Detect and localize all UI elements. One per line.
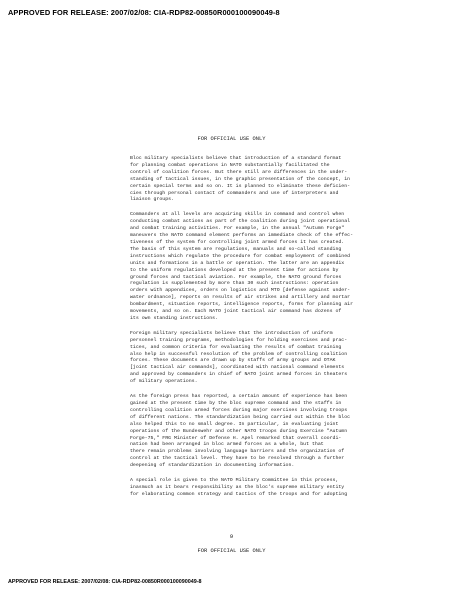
text-line: regulation is supplemented by more than 30 such instructions: operation [130,281,339,287]
text-line: control of coalition forces. But there still are differences in the under- [130,169,348,175]
text-line: maneuvers the NATO command element performs an immediate check of the effec- [130,233,354,239]
text-line: personnel training programs, methodologies for holding exercises and prac- [130,337,348,343]
text-line: A special role is given to the NATO Military Committee in this process, [130,478,339,484]
text-line: controlling coalition armed forces during major exercises involving troops [130,407,348,413]
release-stamp-bottom: APPROVED FOR RELEASE: 2007/02/08: CIA-RDP82-00850R000100090049-8 [8,579,202,585]
text-line: certain special terms and so on. It is planned to eliminate these deficien- [130,183,351,189]
text-line: inasmuch as it bears responsibility as the bloc's supreme military entity [130,484,345,490]
text-line: and combat training activities. For example, in the annual "Autumn Forge" [130,226,345,232]
classification-footer: FOR OFFICIAL USE ONLY [197,548,266,554]
text-line: instructions which regulate the procedure for combat employment of combined [130,253,351,259]
paragraph [130,394,425,470]
text-line: of different nations. The standardization being carried out within the bloc [130,414,351,420]
paragraph [130,212,425,323]
paragraph [130,478,425,499]
text-line: standing of tactical issues, in the graphic presentation of the concept, in [130,176,351,182]
text-line: gained at the present time by the bloc supreme command and the staffs in [130,401,342,406]
page-number: 9 [229,533,234,540]
text-line: operations of the Bundeswehr and other NATO troops during Exercise "Autumn [130,428,348,434]
text-line: water ordnance], reports on results of air strikes and artillery and mortar [130,295,351,301]
text-line: [joint tactical air commands], coordinated with national command elements [130,365,345,371]
text-line: deepening of standardization in documenting information. [130,463,295,469]
text-line: tiveness of the system for controlling joint armed forces it has created. [130,239,345,245]
text-line: orders with appendices, orders on logistics and MTO [defense against under- [130,288,351,294]
text-line: Commanders at all levels are acquiring skills in command and control when [130,212,345,218]
text-line: tices, and common criteria for evaluating the results of combat training [130,344,342,350]
text-line: movements, and so on. Each NATO joint tactical air command has dozens of [130,309,342,315]
text-line: Foreign military specialists believe that the introduction of uniform [130,330,333,336]
text-line: there remain problems involving language barriers and the organization of [130,449,345,455]
text-line: forces. These documents are drawn up by staffs of army groups and OTAK [130,358,336,364]
text-line: to the uniform regulations developed at the present time for actions by [130,267,339,273]
text-line: of military operations. [130,379,198,385]
paragraph [130,156,425,204]
text-line: Forge-75," FRG Minister of Defense H. Apel remarked that overall coordi- [130,435,342,441]
text-line: As the foreign press has reported, a certain amount of experience has been [130,394,348,400]
text-line: conducting combat actions as part of the coalition during joint operational [130,219,351,225]
text-line: cies through personal contact of commanders and use of interpreters and [130,190,339,196]
text-line: its own standing instructions. [130,315,219,321]
text-line: liaison groups. [130,197,175,203]
text-line: nation had been arranged in bloc armed forces as a whole, but that [130,442,324,448]
classification-header: FOR OFFICIAL USE ONLY [197,136,266,142]
text-line: ground forces and tactical aviation. For example, the NATO ground forces [130,274,342,280]
release-stamp-top: APPROVED FOR RELEASE: 2007/02/08: CIA-RDP82-00850R000100090049-8 [8,8,280,17]
text-line: The basis of this system are regulations, manuals and so-called standing [130,246,342,252]
document-body [130,156,425,507]
text-line: units and formations in a battle or operation. The latter are an appendix [130,260,345,266]
text-line: and approved by commanders in chief of NATO joint armed forces in theaters [130,372,348,378]
text-line: also helped this to no small degree. In particular, in evaluating joint [130,421,339,427]
text-line: also help in successful resolution of the problem of controlling coalition [130,351,348,357]
paragraph [130,331,425,386]
text-line: Bloc military specialists believe that introduction of a standard format [130,156,342,161]
text-line: for planning combat operations in NATO substantially facilitated the [130,162,330,168]
text-line: control at the tactical level. They have to be resolved through a further [130,456,345,462]
text-line: for elaborating common strategy and tactics of the troops and for adopting [130,491,348,497]
text-line: bombardment, situation reports, intelligence reports, forms for planning air [130,302,354,308]
